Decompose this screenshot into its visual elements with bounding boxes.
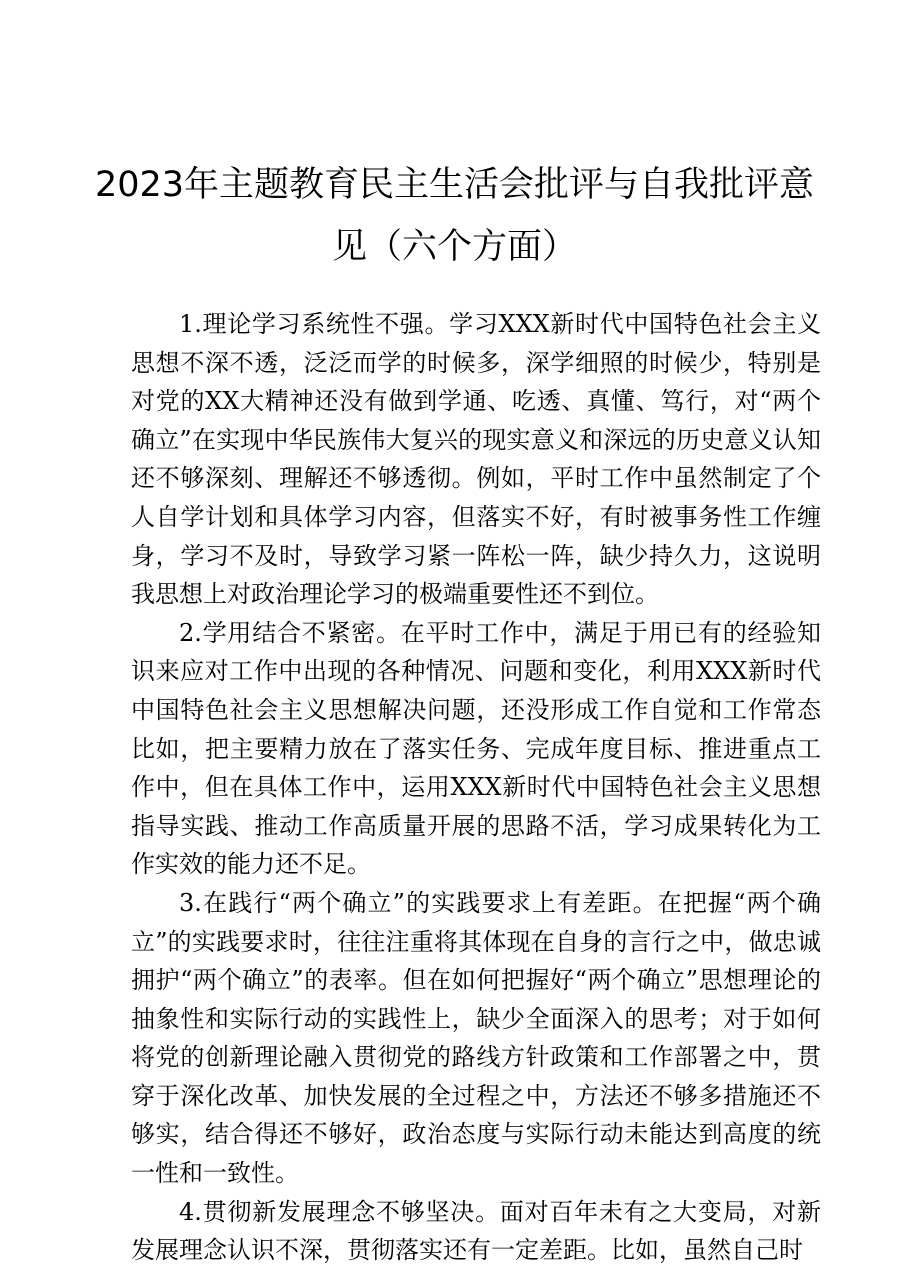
paragraph-4: 4.贯彻新发展理念不够坚决。面对百年未有之大变局，对新发展理念认识不深，贯彻落实还有一定差距。比如，虽然自己时 xyxy=(131,1197,821,1265)
paragraph-3: 3.在践行“两个确立”的实践要求上有差距。在把握“两个确立”的实践要求时，往往注重将其体现在自身的言行之中，做忠诚拥护“两个确立”的表率。但在如何把握好“两个确立”思想理论的抽象性和实际行动的实践性上，缺少全面深入的思考；对于如何将党的创新理论融入贯彻党的路线方针政策和工作部署之中，贯穿于深化改革、加快发展的全过程之中，方法还不够多措施还不够实，结合得还不够好，政治态度与实际行动未能达到高度的统一性和一致性。 xyxy=(131,888,821,1188)
document-title-line-2: 见（六个方面） xyxy=(331,227,577,267)
paragraph-1: 1.理论学习系统性不强。学习XXX新时代中国特色社会主义思想不深不透，泛泛而学的时候多，深学细照的时候少，特别是对党的XX大精神还没有做到学通、吃透、真懂、笃行，对“两个确立”在实现中华民族伟大复兴的现实意义和深远的历史意义认知还不够深刻、理解还不够透彻。例如，平时工作中虽然制定了个人自学计划和具体学习内容，但落实不好，有时被事务性工作缠身，学习不及时，导致学习紧一阵松一阵，缺少持久力，这说明我思想上对政治理论学习的极端重要性还不到位。 xyxy=(131,310,821,609)
document-title-line-1: 2023年主题教育民主生活会批评与自我批评意 xyxy=(94,165,815,205)
document-body xyxy=(131,305,821,1270)
paragraph-2: 2.学用结合不紧密。在平时工作中，满足于用已有的经验知识来应对工作中出现的各种情况、问题和变化，利用XXX新时代中国特色社会主义思想解决问题，还没形成工作自觉和工作常态比如，把主要精力放在了落实任务、完成年度目标、推进重点工作中，但在具体工作中，运用XXX新时代中国特色社会主义思想指导实践、推动工作高质量开展的思路不活，学习成果转化为工作实效的能力还不足。 xyxy=(131,618,821,879)
